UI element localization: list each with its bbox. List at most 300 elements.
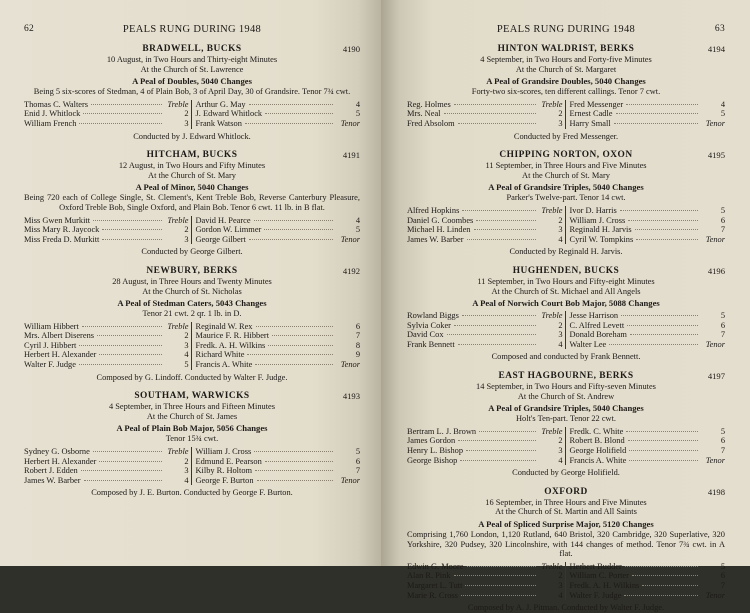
ringer-name: William Hibbert: [24, 321, 79, 331]
bell-position: 4: [558, 234, 563, 244]
leader-dots: [83, 113, 161, 114]
ringers-table: [407, 100, 725, 129]
peal-header: [24, 266, 360, 277]
ringer-row: [407, 100, 563, 110]
peal-detail-line: 11 September, in Two Hours and Fifty-eight Minutes: [477, 276, 655, 286]
leader-dots: [268, 345, 333, 346]
peal-place: CHIPPING NORTON, OXON: [499, 150, 633, 161]
bell-position: Treble: [541, 205, 563, 215]
ringer-name: David Cox: [407, 330, 444, 340]
ringer-row: [407, 340, 563, 350]
bell-position: 3: [184, 466, 189, 476]
bell-position: Treble: [167, 447, 189, 457]
peal-detail-line: At the Church of St. Margaret: [515, 64, 617, 74]
peal-title: A Peal of Doubles, 5040 Changes: [132, 76, 252, 87]
ringer-row: [407, 456, 563, 466]
ringer-name: Harry Small: [569, 118, 611, 128]
leader-dots: [245, 123, 333, 124]
bell-position: 6: [720, 320, 725, 330]
leader-dots: [264, 229, 333, 230]
ringer-name: C. Alfred Levett: [569, 320, 625, 330]
ringers-column-left: [24, 447, 192, 485]
leader-dots: [79, 123, 161, 124]
peal-header: [24, 150, 360, 161]
ringer-row: [570, 100, 726, 110]
ringer-row: [196, 216, 361, 226]
ringer-row: [24, 235, 189, 245]
leader-dots: [458, 123, 536, 124]
bell-position: 6: [355, 456, 360, 466]
leader-dots: [247, 354, 333, 355]
ringer-name: Reg. Holmes: [407, 99, 451, 109]
ringer-name: Francis A. White: [569, 455, 627, 465]
peal-conductor: Conducted by Fred Messenger.: [513, 131, 619, 141]
peal-detail-line: 10 August, in Two Hours and Thirty-eight Minutes: [106, 55, 278, 64]
ringer-name: Rowland Biggs: [407, 311, 459, 321]
bell-position: Tenor: [340, 360, 360, 370]
ringer-row: [24, 447, 189, 457]
ringer-row: [407, 446, 563, 456]
bell-position: 3: [558, 330, 563, 340]
ringer-name: George F. Burton: [195, 475, 254, 485]
ringer-name: James W. Barber: [24, 475, 81, 485]
bell-position: 6: [720, 436, 725, 446]
ringer-row: [570, 225, 726, 235]
ringer-row: [407, 311, 563, 321]
leader-dots: [632, 575, 698, 576]
leader-dots: [626, 431, 698, 432]
peal-description: Tenor 15¾ cwt.: [165, 434, 219, 444]
bell-position: 5: [720, 109, 725, 119]
ringer-name: David H. Pearce: [195, 215, 251, 225]
leader-dots: [621, 315, 698, 316]
peal-list: [407, 44, 725, 613]
ringer-row: [570, 109, 726, 119]
leader-dots: [102, 239, 161, 240]
peal-conductor: Conducted by George Gilbert.: [141, 247, 243, 257]
peal-conductor: Composed and conducted by Frank Bennett.: [491, 352, 641, 362]
ringer-name: Alan R. Pink: [407, 571, 451, 581]
peal-entry: [407, 150, 725, 257]
leader-dots: [254, 451, 333, 452]
ringer-name: Fredk. A. H. Wilkins: [195, 340, 266, 350]
ringer-row: [24, 466, 189, 476]
ringer-row: [570, 562, 726, 572]
peal-title: A Peal of Stedman Caters, 5043 Changes: [117, 298, 267, 309]
peal-title: A Peal of Grandsire Doubles, 5040 Changes: [486, 76, 646, 87]
ringer-name: Daniel G. Coombes: [407, 215, 474, 225]
bell-position: 4: [558, 590, 563, 600]
bell-position: 6: [355, 321, 360, 331]
bell-position: 2: [558, 571, 563, 581]
ringer-row: [570, 119, 726, 129]
ringer-name: J. Edward Whitlock: [195, 109, 263, 119]
ringer-row: [407, 119, 563, 129]
ringers-column-right: [566, 100, 726, 129]
ringer-name: Miss Mary R. Jaycock: [24, 225, 100, 235]
leader-dots: [257, 480, 333, 481]
ringer-row: [570, 456, 726, 466]
bell-position: 7: [355, 331, 360, 341]
ringers-column-left: [24, 322, 192, 370]
bell-position: 4: [184, 475, 189, 485]
leader-dots: [256, 326, 334, 327]
peal-entry: [24, 266, 360, 382]
peal-number: 4190: [342, 44, 360, 54]
peal-description: Forty-two six-scores, ten different callings. Tenor 7 cwt.: [471, 87, 661, 97]
peal-number: 4195: [707, 150, 725, 161]
leader-dots: [79, 364, 162, 365]
bell-position: 7: [720, 225, 725, 235]
peal-place: SOUTHAM, WARWICKS: [134, 391, 250, 402]
peal-description: Holt's Ten-part. Tenor 22 cwt.: [515, 414, 617, 424]
peal-header: [407, 371, 725, 382]
leader-dots: [625, 566, 698, 567]
ringers-table: [407, 562, 725, 600]
peal-place: HITCHAM, BUCKS: [146, 150, 238, 161]
leader-dots: [82, 326, 162, 327]
bell-position: 4: [558, 455, 563, 465]
running-title: PEALS RUNG DURING 1948: [496, 24, 636, 35]
leader-dots: [635, 229, 698, 230]
ringer-row: [196, 341, 361, 351]
peal-detail-line: 4 September, in Three Hours and Fifteen Minutes: [108, 402, 276, 412]
ringer-row: [196, 447, 361, 457]
ringer-name: Donald Boreham: [569, 330, 627, 340]
ringer-row: [407, 591, 563, 601]
leader-dots: [629, 460, 698, 461]
ringer-name: Robert J. Edden: [24, 466, 78, 476]
peal-detail-line: 12 August, in Two Hours and Fifty Minutes: [118, 161, 266, 171]
bell-position: 7: [355, 466, 360, 476]
ringers-column-right: [566, 206, 726, 244]
ringer-name: Cyril W. Tompkins: [569, 234, 634, 244]
ringer-name: Kilby R. Holtom: [195, 466, 253, 476]
bell-position: 2: [184, 331, 189, 341]
ringer-row: [24, 350, 189, 360]
bell-position: 6: [720, 571, 725, 581]
bell-position: 4: [558, 339, 563, 349]
bell-position: Tenor: [705, 590, 725, 600]
bell-position: Treble: [167, 99, 189, 109]
ringer-name: George Gilbert: [195, 234, 246, 244]
ringer-name: William C. Porter: [569, 571, 629, 581]
bell-position: 3: [558, 118, 563, 128]
ringers-table: [24, 322, 360, 370]
peal-conductor: Conducted by George Holifield.: [512, 468, 620, 478]
ringer-row: [196, 235, 361, 245]
leader-dots: [254, 220, 333, 221]
peal-title: A Peal of Spliced Surprise Major, 5120 Changes: [478, 519, 654, 529]
leader-dots: [102, 229, 161, 230]
ringer-row: [196, 350, 361, 360]
ringer-name: Reginald H. Jarvis: [569, 225, 632, 235]
bell-position: Tenor: [705, 234, 725, 244]
peal-detail-line: At the Church of St. Mary: [522, 170, 610, 180]
peal-title: A Peal of Grandsire Triples, 5040 Changes: [488, 182, 644, 193]
peal-conductor: Composed by J. E. Burton. Conducted by George F. Burton.: [91, 488, 293, 498]
peal-detail-line: At the Church of St. Nicholas: [142, 286, 242, 296]
peal-description: Tenor 21 cwt. 2 qr. 1 lb. in D.: [142, 309, 242, 319]
left-page-content: [24, 24, 360, 498]
ringer-row: [407, 216, 563, 226]
bell-position: Treble: [167, 215, 189, 225]
peal-header: [407, 44, 725, 55]
bell-position: 2: [558, 109, 563, 119]
ringers-column-right: [192, 100, 361, 129]
peal-entry: [24, 150, 360, 257]
ringer-row: [407, 571, 563, 581]
ringer-name: William French: [24, 118, 77, 128]
ringers-column-right: [566, 562, 726, 600]
ringer-row: [24, 109, 189, 119]
ringer-row: [407, 581, 563, 591]
ringer-row: [24, 225, 189, 235]
leader-dots: [79, 345, 161, 346]
ringer-name: Fredk. C. White: [569, 426, 624, 436]
peal-description: Being 5 six-scores of Stedman, 4 of Plain Bob, 3 of April Day, 30 of Grandsire. Tenor 7¾ cwt.: [33, 87, 351, 97]
ringer-row: [196, 109, 361, 119]
bell-position: 3: [558, 225, 563, 235]
ringer-name: George Holifield: [569, 446, 627, 456]
peal-entry: [407, 487, 725, 613]
ringer-row: [196, 360, 361, 370]
ringer-name: Fredk. A. H. Wilkins: [569, 580, 640, 590]
leader-dots: [465, 585, 535, 586]
ringer-name: George Bishop: [407, 455, 458, 465]
leader-dots: [93, 451, 162, 452]
bell-position: 4: [355, 215, 360, 225]
bell-position: Treble: [541, 426, 563, 436]
ringer-row: [24, 476, 189, 486]
peal-entry: [24, 391, 360, 498]
peal-detail-line: 14 September, in Two Hours and Fifty-seven Minutes: [476, 382, 656, 392]
ringer-name: Walter Lee: [569, 339, 607, 349]
peal-conductor: Composed by G. Lindoff. Conducted by Walter F. Judge.: [96, 372, 288, 382]
peal-entry: [407, 44, 725, 141]
ringer-row: [196, 476, 361, 486]
ringer-name: Frank Watson: [195, 118, 242, 128]
leader-dots: [466, 450, 535, 451]
ringer-row: [407, 321, 563, 331]
bell-position: 9: [355, 350, 360, 360]
bell-position: Tenor: [340, 118, 360, 128]
left-page: [0, 0, 381, 566]
peal-detail-line: 28 August, in Three Hours and Twenty Minutes: [112, 276, 272, 286]
leader-dots: [458, 440, 535, 441]
leader-dots: [627, 325, 698, 326]
ringer-name: Ernest Cadle: [569, 109, 613, 119]
ringers-column-left: [407, 311, 566, 349]
leader-dots: [614, 123, 698, 124]
bell-position: 3: [184, 118, 189, 128]
bell-position: 4: [720, 99, 725, 109]
bell-position: 5: [720, 205, 725, 215]
page-number: 63: [714, 24, 725, 34]
leader-dots: [624, 595, 698, 596]
bell-position: 7: [720, 446, 725, 456]
bell-position: Treble: [541, 99, 563, 109]
leader-dots: [642, 585, 698, 586]
ringers-column-right: [566, 427, 726, 465]
running-title: PEALS RUNG DURING 1948: [122, 24, 262, 35]
leader-dots: [272, 335, 333, 336]
ringer-name: Mrs. Neal: [407, 109, 441, 119]
bell-position: Tenor: [340, 475, 360, 485]
ringer-row: [570, 446, 726, 456]
ringer-row: [24, 119, 189, 129]
leader-dots: [454, 325, 536, 326]
ringers-table: [24, 100, 360, 129]
ringers-table: [407, 311, 725, 349]
leader-dots: [628, 220, 698, 221]
bell-position: 7: [720, 580, 725, 590]
leader-dots: [99, 461, 161, 462]
leader-dots: [609, 344, 698, 345]
ringer-row: [24, 331, 189, 341]
peal-title: A Peal of Minor, 5040 Changes: [135, 182, 249, 193]
leader-dots: [249, 239, 333, 240]
leader-dots: [628, 440, 698, 441]
peal-entry: [407, 371, 725, 478]
leader-dots: [467, 566, 536, 567]
ringer-name: Marie R. Cross: [407, 590, 458, 600]
ringer-row: [24, 457, 189, 467]
ringers-column-right: [192, 447, 361, 485]
ringer-row: [570, 591, 726, 601]
peal-detail-line: 4 September, in Two Hours and Forty-five Minutes: [480, 55, 652, 64]
ringers-column-left: [24, 100, 192, 129]
peal-title: A Peal of Norwich Court Bob Major, 5088 Changes: [472, 298, 660, 309]
peal-number: 4192: [342, 265, 360, 276]
peal-detail-line: 11 September, in Three Hours and Five Minutes: [485, 161, 647, 171]
running-header: [24, 24, 360, 38]
peal-header: [24, 391, 360, 402]
bell-position: Tenor: [340, 234, 360, 244]
ringer-row: [24, 100, 189, 110]
peal-description: Being 720 each of College Single, St. Clement's, Kent Treble Bob, Reverse Canterbury Pleasure, Oxford Treble Bob, Single Oxford, and Plain Bob. Tenor 6 cwt. 11 lb. in B flat.: [24, 193, 360, 212]
bell-position: Tenor: [705, 118, 725, 128]
page-number: 62: [24, 24, 35, 34]
ringer-name: James W. Barber: [407, 234, 464, 244]
bell-position: 6: [720, 215, 725, 225]
bell-position: 4: [355, 99, 360, 109]
ringer-name: Alfred Hopkins: [407, 205, 460, 215]
peal-number: 4198: [707, 486, 725, 497]
peal-detail-line: At the Church of St. Martin and All Saints: [495, 507, 637, 517]
leader-dots: [249, 104, 333, 105]
ringer-name: William J. Cross: [569, 215, 626, 225]
ringer-row: [570, 581, 726, 591]
ringer-row: [24, 322, 189, 332]
ringer-name: Cyril J. Hibbert: [24, 340, 77, 350]
leader-dots: [265, 461, 333, 462]
peal-number: 4194: [707, 44, 725, 54]
bell-position: 4: [184, 350, 189, 360]
peal-place: HUGHENDEN, BUCKS: [512, 265, 620, 276]
peal-description: Comprising 1,760 London, 1,120 Rutland, 640 Bristol, 320 Cambridge, 320 Superlative, 320 Yorkshire, 320 Pudsey, 320 Lincolnshire, with 144 changes of method. Tenor 7¾ cwt. in A flat.: [407, 530, 725, 559]
bell-position: Tenor: [705, 339, 725, 349]
ringer-name: Edmund E. Pearson: [195, 456, 262, 466]
ringer-row: [24, 216, 189, 226]
ringer-row: [570, 216, 726, 226]
bell-position: 7: [720, 330, 725, 340]
leader-dots: [91, 104, 161, 105]
ringers-column-right: [566, 311, 726, 349]
ringer-name: Jesse Harrison: [569, 311, 619, 321]
peal-detail-line: At the Church of St. Andrew: [517, 391, 615, 401]
ringer-name: Robert B. Blond: [569, 436, 625, 446]
ringer-row: [407, 206, 563, 216]
ringer-row: [407, 436, 563, 446]
ringer-name: Francis A. White: [195, 360, 253, 370]
peal-detail-line: At the Church of St. Lawrence: [140, 64, 244, 74]
ringer-name: Herbert Budder: [569, 561, 622, 571]
bell-position: 2: [558, 436, 563, 446]
ringer-row: [407, 562, 563, 572]
leader-dots: [629, 450, 698, 451]
bell-position: Treble: [167, 321, 189, 331]
ringer-name: Miss Freda D. Murkitt: [24, 234, 100, 244]
ringer-name: Margaret L. Tutt: [407, 580, 463, 590]
bell-position: 2: [184, 225, 189, 235]
ringers-table: [24, 216, 360, 245]
peal-header: [407, 150, 725, 161]
ringer-row: [196, 100, 361, 110]
ringer-row: [196, 119, 361, 129]
leader-dots: [467, 239, 536, 240]
bell-position: 5: [355, 447, 360, 457]
leader-dots: [454, 104, 536, 105]
ringer-row: [196, 466, 361, 476]
peal-conductor: Composed by A. J. Pitman. Conducted by Walter F. Judge.: [467, 603, 665, 613]
ringer-name: Ivor D. Harris: [569, 205, 617, 215]
ringer-name: Herbert H. Alexander: [24, 456, 97, 466]
leader-dots: [454, 575, 536, 576]
ringer-name: Enid J. Whitlock: [24, 109, 81, 119]
leader-dots: [476, 220, 535, 221]
peal-entry: [24, 44, 360, 141]
bell-position: Treble: [541, 561, 563, 571]
leader-dots: [93, 220, 161, 221]
running-header: [407, 24, 725, 38]
leader-dots: [460, 460, 535, 461]
ringer-name: Maurice F. R. Hibbert: [195, 331, 270, 341]
leader-dots: [444, 113, 536, 114]
leader-dots: [626, 104, 698, 105]
ringer-name: Bertram L. J. Brown: [407, 426, 477, 436]
ringers-column-left: [407, 562, 566, 600]
leader-dots: [474, 229, 536, 230]
ringer-name: Walter F. Judge: [24, 360, 76, 370]
ringers-table: [407, 427, 725, 465]
peal-number: 4197: [707, 371, 725, 382]
leader-dots: [462, 210, 535, 211]
ringer-name: William J. Cross: [195, 447, 252, 457]
peal-number: 4196: [707, 265, 725, 276]
leader-dots: [265, 113, 333, 114]
ringer-row: [196, 225, 361, 235]
ringer-row: [570, 340, 726, 350]
leader-dots: [447, 334, 536, 335]
ringer-name: Herbert H. Alexander: [24, 350, 97, 360]
ringer-row: [570, 427, 726, 437]
ringer-row: [24, 360, 189, 370]
bell-position: 2: [184, 109, 189, 119]
peal-place: NEWBURY, BERKS: [146, 265, 238, 276]
ringer-name: Walter F. Judge: [569, 590, 622, 600]
bell-position: 8: [355, 340, 360, 350]
